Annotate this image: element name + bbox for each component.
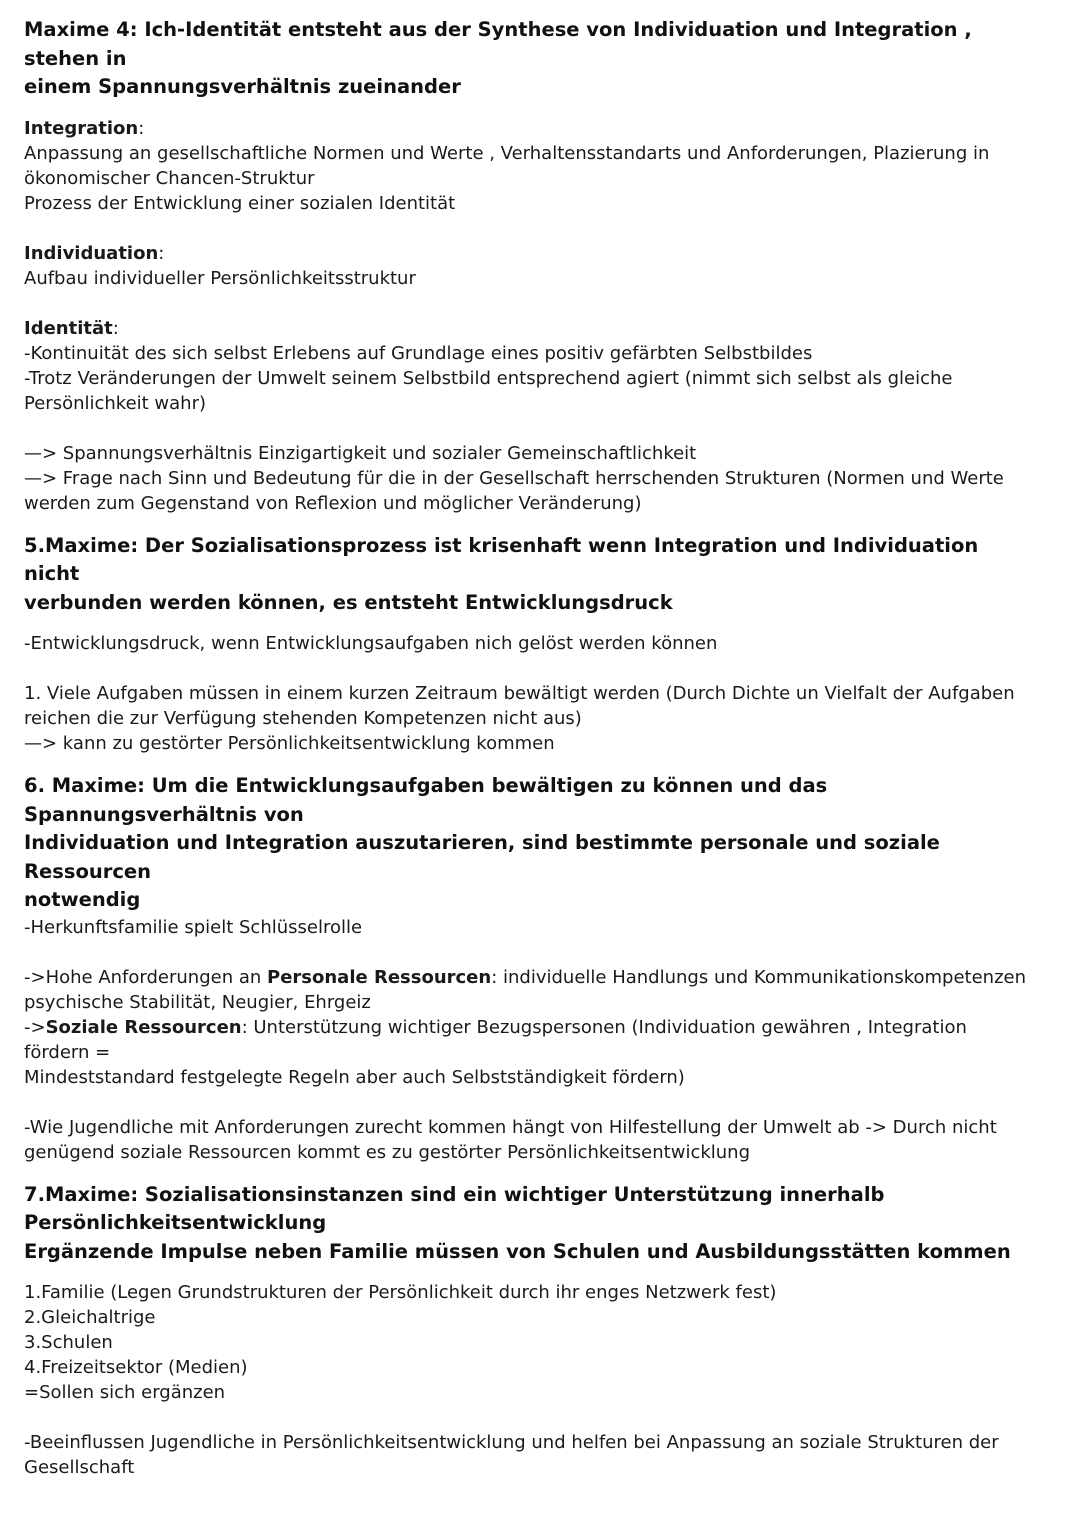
section-maxime-4: [24, 16, 1034, 516]
resources-block: [24, 965, 1034, 1090]
section-maxime-5: [24, 532, 1034, 757]
identitaet-block: [24, 316, 1034, 416]
heading-line: Ergänzende Impulse neben Familie müssen von Schulen und Ausbildungsstätten kommen: [24, 1239, 1011, 1263]
paragraph: [24, 1430, 1034, 1480]
heading-line: notwendig: [24, 888, 141, 911]
text-line: -Beeinflussen Jugendliche in Persönlichkeitsentwicklung und helfen bei Anpassung an soziale Strukturen der: [24, 1432, 999, 1453]
integration-block: [24, 116, 1034, 216]
social-resources-line: ->Soziale Ressourcen: Unterstützung wichtiger Bezugspersonen (Individuation gewähren , Integration fördern =: [24, 1016, 967, 1063]
personal-resources-line: ->Hohe Anforderungen an Personale Ressourcen: individuelle Handlungs und Kommunikationskompetenzen: [24, 966, 1027, 988]
individuation-label: Individuation:: [24, 242, 165, 264]
maxime-4-heading: [24, 16, 1034, 102]
text-line: -Trotz Veränderungen der Umwelt seinem Selbstbild entsprechend agiert (nimmt sich selbst als gleiche: [24, 367, 953, 389]
section-maxime-7: [24, 1181, 1034, 1481]
heading-line: verbunden werden können, es entsteht Entwicklungsdruck: [24, 590, 673, 614]
maxime-5-heading: [24, 532, 1034, 618]
identitaet-label: Identität:: [24, 317, 119, 339]
text-line: psychische Stabilität, Neugier, Ehrgeiz: [24, 991, 371, 1013]
list-item: 1.Familie (Legen Grundstrukturen der Persönlichkeit durch ihr enges Netzwerk fest): [24, 1282, 777, 1303]
integration-label: Integration:: [24, 117, 145, 139]
heading-line: Maxime 4: Ich-Identität entsteht aus der Synthese von Individuation und Integration , stehen in: [24, 18, 972, 70]
text-line: -Kontinuität des sich selbst Erlebens auf Grundlage eines positiv gefärbten Selbstbildes: [24, 342, 813, 364]
text-line: —> Frage nach Sinn und Bedeutung für die in der Gesellschaft herrschenden Strukturen (Normen und Werte: [24, 467, 1004, 489]
heading-line: 7.Maxime: Sozialisationsinstanzen sind ein wichtiger Unterstützung innerhalb: [24, 1182, 885, 1206]
text-line: —> Spannungsverhältnis Einzigartigkeit und sozialer Gemeinschaftlichkeit: [24, 442, 697, 464]
heading-line: Persönlichkeitsentwicklung: [24, 1211, 327, 1234]
instances-list: [24, 1280, 1034, 1405]
text-line: 1. Viele Aufgaben müssen in einem kurzen Zeitraum bewältigt werden (Durch Dichte un Vielfalt der Aufgaben: [24, 683, 1015, 704]
social-resources-label: Soziale Ressourcen: [45, 1016, 242, 1038]
text-line: ökonomischer Chancen-Struktur: [24, 167, 315, 189]
text-line: werden zum Gegenstand von Reflexion und möglicher Veränderung): [24, 492, 642, 514]
maxime-6-heading: [24, 772, 1034, 915]
maxime-7-heading: [24, 1181, 1034, 1267]
list-item: 4.Freizeitsektor (Medien): [24, 1357, 248, 1378]
text-line: —> kann zu gestörter Persönlichkeitsentwicklung kommen: [24, 733, 555, 754]
list-item: =Sollen sich ergänzen: [24, 1382, 226, 1403]
individuation-block: [24, 241, 1034, 291]
text-line: -Entwicklungsdruck, wenn Entwicklungsaufgaben nich gelöst werden können: [24, 633, 718, 654]
text-line: Anpassung an gesellschaftliche Normen und Werte , Verhaltensstandarts und Anforderungen, Plazierung in: [24, 142, 990, 164]
text-line: reichen die zur Verfügung stehenden Kompetenzen nicht aus): [24, 708, 582, 729]
list-item: 3.Schulen: [24, 1332, 113, 1353]
text-line: Mindeststandard festgelegte Regeln aber auch Selbstständigkeit fördern): [24, 1066, 685, 1088]
text-line: Aufbau individueller Persönlichkeitsstruktur: [24, 267, 416, 289]
heading-line: Individuation und Integration auszutarieren, sind bestimmte personale und soziale Ressourcen: [24, 831, 940, 883]
text-line: Prozess der Entwicklung einer sozialen Identität: [24, 192, 456, 214]
conclusion-block: [24, 441, 1034, 516]
heading-line: 6. Maxime: Um die Entwicklungsaufgaben bewältigen zu können und das Spannungsverhältnis von: [24, 774, 828, 826]
section-maxime-6: [24, 772, 1034, 1165]
paragraph: [24, 1115, 1034, 1165]
personal-resources-label: Personale Ressourcen: [267, 966, 492, 988]
heading-line: 5.Maxime: Der Sozialisationsprozess ist krisenhaft wenn Integration und Individuation nicht: [24, 533, 979, 585]
list-item: 2.Gleichaltrige: [24, 1307, 156, 1328]
heading-line: einem Spannungsverhältnis zueinander: [24, 75, 461, 98]
text-line: Persönlichkeit wahr): [24, 392, 207, 414]
paragraph: [24, 681, 1034, 756]
text-line: Gesellschaft: [24, 1457, 135, 1478]
document-page: [24, 16, 1034, 1480]
text-line: -Wie Jugendliche mit Anforderungen zurecht kommen hängt von Hilfestellung der Umwelt ab -> Durch nicht: [24, 1116, 997, 1138]
text-line: genügend soziale Ressourcen kommt es zu gestörter Persönlichkeitsentwicklung: [24, 1141, 751, 1163]
text-line: -Herkunftsfamilie spielt Schlüsselrolle: [24, 916, 363, 938]
paragraph: [24, 631, 1034, 656]
paragraph: [24, 915, 1034, 940]
